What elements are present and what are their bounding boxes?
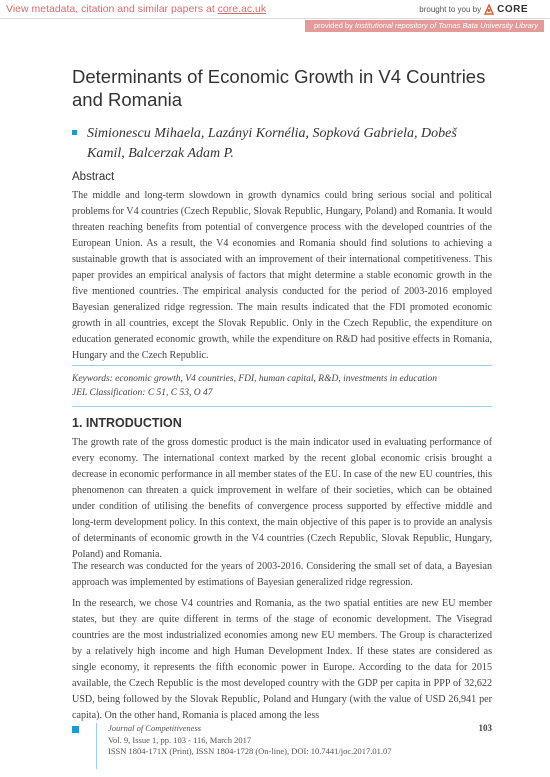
abstract-text: The middle and long-term slowdown in growth dynamics could bring serious social and political problems for V4 countries (Czech Republic, Slovak Republic, Hungary, Poland) and Romania. It would threaten reaching benefits from potential of convergence process with the developed countries of the European Union. As a result, the V4 economies and Romania should find solutions to achieving a sustainable growth that is associated with an improvement of their international competitiveness. This paper provides an empirical analysis of factors that might determine a stable economic growth in the five mentioned countries. The empirical analysis conducted for the period of 2003-2016 employed Bayesian generalized ridge regression. The main results indicated that the FDI promoted economic growth in all countries, except the Slovak Republic. Only in the Czech Republic, the expenditure on education generated economic growth, while the expenditure on R&D had positive effects in Romania, Hungary and the Czech Republic. xyxy=(72,190,492,361)
footer-square-icon xyxy=(72,726,79,733)
page-number: 103 xyxy=(478,723,492,733)
intro-paragraph-3: In the research, we chose V4 countries and Romania, as the two spatial entities are new EU member states, but they are quite different in terms of the stage of economic development. The Visegrad countries are the most industrialized economies among new EU members. The Group is characterized by a relatively high income and high Human Development Index. If these states are considered as single economy, it represents the fifth economic power in Europe. According to the data for 2015 available, the Czech Republic is the most developed country with the GDP per capita in PPP of 32,622 USD, being followed by the Slovak Republic, Poland and Hungary (with the value of USD 26,941 per capita). On the other hand, Romania is placed among the less xyxy=(72,598,492,721)
author-list xyxy=(72,124,492,164)
footer-divider xyxy=(96,723,97,769)
core-link[interactable]: core.ac.uk xyxy=(217,3,267,15)
abstract-heading: Abstract xyxy=(72,171,115,183)
footer-info xyxy=(108,723,468,758)
keywords-box xyxy=(72,365,492,407)
core-logo-icon xyxy=(484,4,494,15)
intro-paragraph-1: The growth rate of the gross domestic product is the main indicator used in evaluating performance of every economy. The international context marked by the recent global economic crisis brought a decrease in economic performance in all member states of the EU. In case of the new EU countries, this phenomenon can threaten a quick improvement in welfare of their societies, which can be obtained under condition of utilising the benefits of convergence process supported by effective middle and long-term development policy. In this context, the main objective of this paper is to provide an analysis of determinants of economic growth in the V4 countries (Czech Republic, Slovak Republic, Hungary, Poland) and Romania. xyxy=(72,437,492,560)
provided-by-banner[interactable] xyxy=(305,20,544,32)
core-brought-by[interactable] xyxy=(419,4,528,15)
page-footer xyxy=(0,723,550,777)
intro-paragraph-2: The research was conducted for the years of 2003-2016. Considering the small set of data, a Bayesian approach was implemented by estimations of Bayesian generalized ridge regression. xyxy=(72,561,492,588)
brought-to-you-text: brought to you by xyxy=(419,5,482,14)
keywords-line: Keywords: economic growth, V4 countries, FDI, human capital, R&D, investments in education xyxy=(72,374,437,384)
article-title: Determinants of Economic Growth in V4 Countries and Romania xyxy=(72,66,486,110)
journal-volume: Vol. 9, Issue 1, pp. 103 - 116, March 2017 xyxy=(108,734,252,745)
core-header-bar xyxy=(0,0,550,19)
author-bullet-icon xyxy=(72,130,77,135)
authors-text: Simionescu Mihaela, Lazányi Kornélia, Sopková Gabriela, Dobeš Kamil, Balcerzak Adam P. xyxy=(87,126,457,161)
jel-classification: JEL Classification: C 51, C 53, O 47 xyxy=(72,388,213,398)
provided-by-prefix: provided by xyxy=(313,21,353,30)
core-metadata-prefix: View metadata, citation and similar papers at xyxy=(6,3,218,15)
provided-by-source: Institutional repository of Tomas Bata University Library xyxy=(354,21,538,30)
core-logo-text: CORE xyxy=(497,4,528,15)
journal-issn: ISSN 1804-171X (Print), ISSN 1804-1728 (On-line), DOI: 10.7441/joc.2017.01.07 xyxy=(108,746,392,756)
section-heading-introduction: 1. INTRODUCTION xyxy=(72,416,182,430)
journal-name: Journal of Competitiveness xyxy=(108,723,202,733)
core-metadata-link[interactable] xyxy=(6,3,266,15)
